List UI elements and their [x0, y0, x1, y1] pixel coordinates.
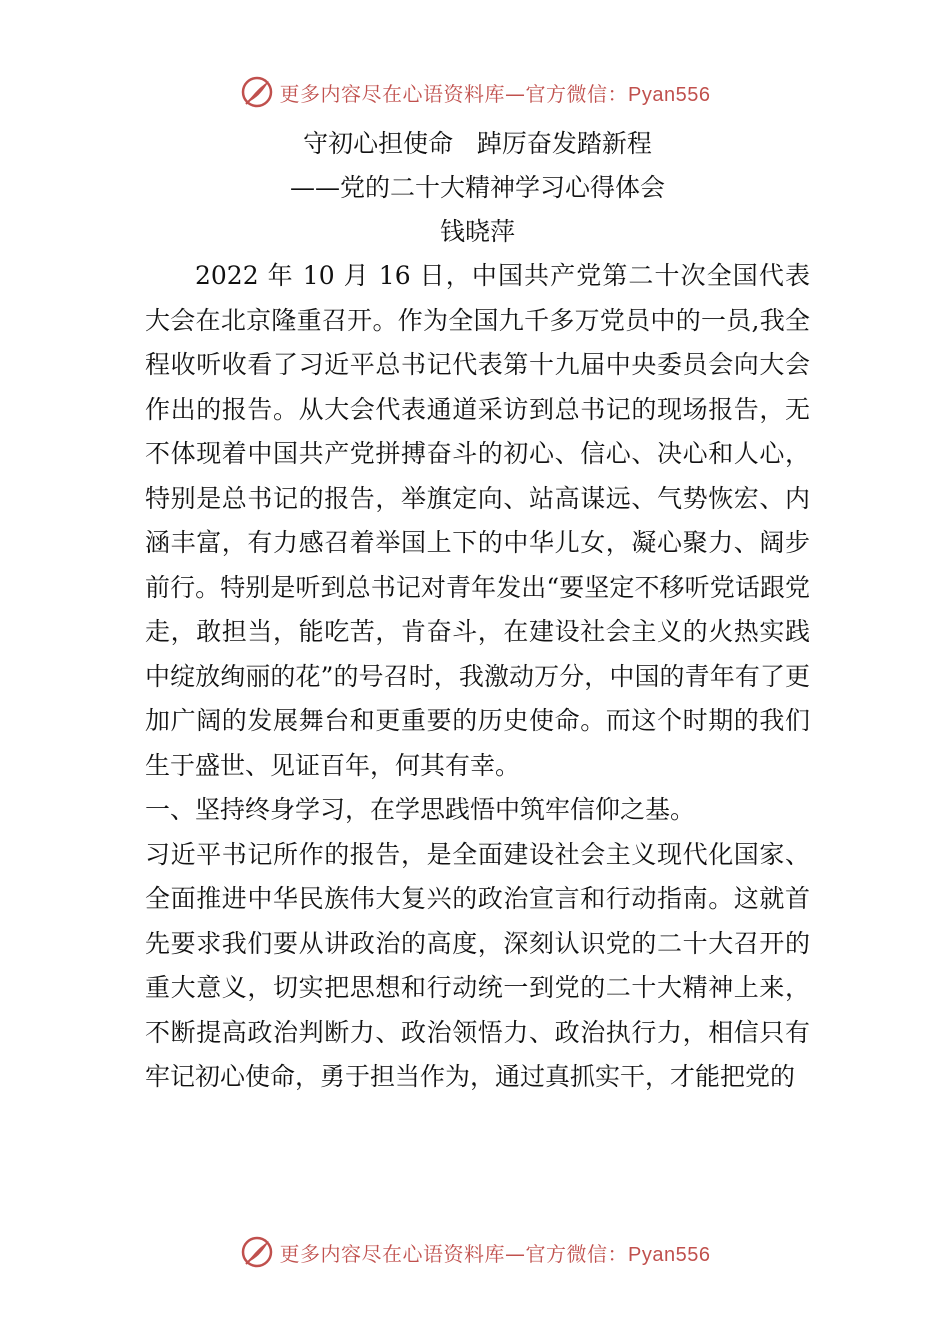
paragraph-section-1: 习近平书记所作的报告，是全面建设社会主义现代化国家、 全面推进中华民族伟大复兴的政治宣言和行动指南。这就首先要求我们要从讲政治的高度，深刻认识党的二十大召开的重大意义，切实把思想和行动统一到党的二十大精神上来， 不断提高政治判断力、政治领悟力、政治执行力，相信只有牢记初心使命，勇于担当作为，通过真抓实干，才能把党的	[145, 839, 810, 1091]
document-author: 钱晓萍	[439, 217, 515, 246]
section-heading-1: 一、坚持终身学习，在学思践悟中筑牢信仰之基。	[145, 795, 696, 824]
feather-logo-icon	[240, 1235, 274, 1269]
paragraph-intro: 2022 年 10 月 16 日，中国共产党第二十次全国代表大会在北京隆重召开。作为全国九千多万党员中的一员,我全程收听收看了习近平总书记代表第十九届中央委员会向大会作出的报告。从大会代表通道采访到总书记的现场报告，无不体现着中国共产党拼搏奋斗的初心、信心、决心和人心，特别是总书记的报告，举旗定向、站高谋远、气势恢宏、内涵丰富，有力感召着举国上下的中华儿女，凝心聚力、阔步前行。特别是听到总书记对青年发出“要坚定不移听党话跟党走，敢担当，能吃苦，肯奋斗，在建设社会主义的火热实践中绽放绚丽的花”的号召时，我激动万分，中国的青年有了更加广阔的发展舞台和更重要的历史使命。而这个时期的我们生于盛世、见证百年，何其有幸。	[145, 261, 810, 780]
watermark-handle: Pyan556	[628, 1243, 711, 1266]
feather-logo-icon	[240, 75, 274, 109]
watermark-handle: Pyan556	[628, 83, 711, 106]
watermark-text: 更多内容尽在心语资料库—官方微信：Pyan556	[279, 1241, 711, 1266]
document-subtitle: ——党的二十大精神学习心得体会	[289, 173, 665, 202]
watermark-text: 更多内容尽在心语资料库—官方微信：Pyan556	[279, 81, 711, 106]
document-title: 守初心担使命 踔厉奋发踏新程	[303, 129, 652, 158]
watermark-banner-bottom	[0, 1232, 950, 1272]
document-body	[145, 122, 810, 1100]
watermark-banner-top	[0, 72, 950, 112]
